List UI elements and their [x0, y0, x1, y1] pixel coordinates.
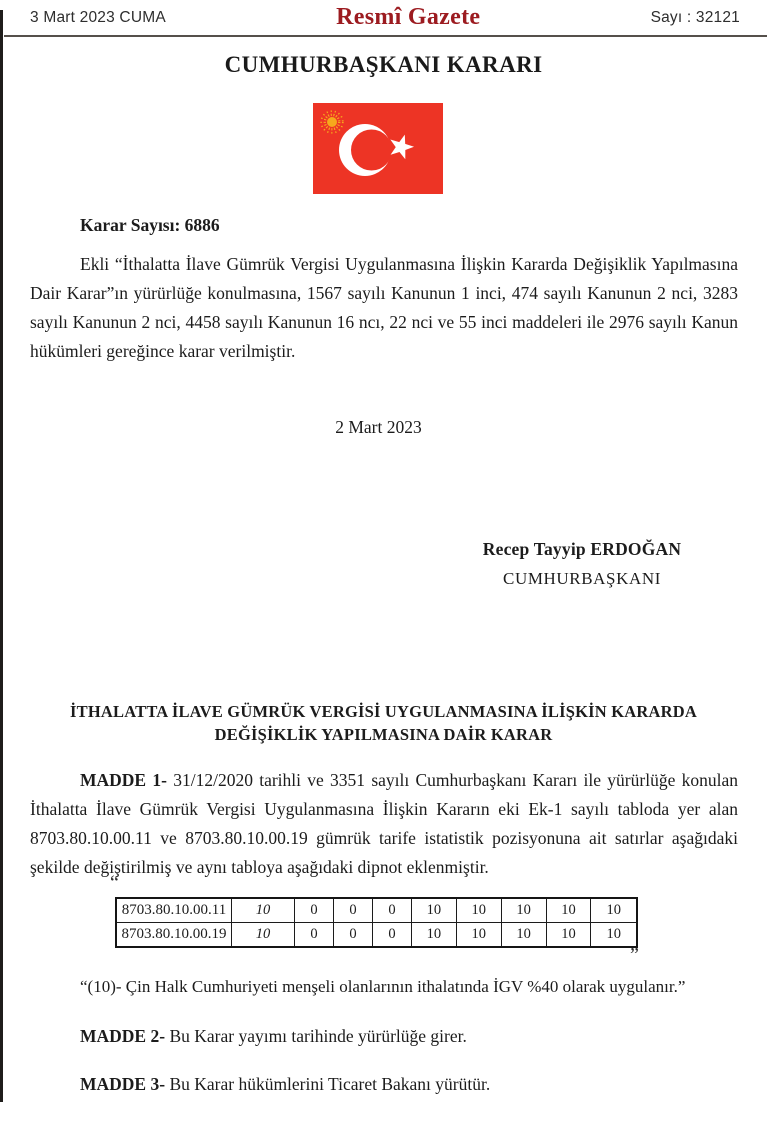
rate-cell: 10 — [232, 898, 295, 923]
gtip-code-cell: 8703.80.10.00.11 — [116, 898, 232, 923]
rate-cell: 10 — [412, 923, 457, 948]
igv-rates-table — [115, 897, 638, 948]
rate-cell: 10 — [412, 898, 457, 923]
rate-cell: 10 — [456, 923, 501, 948]
decree-body-paragraph: Ekli “İthalatta İlave Gümrük Vergisi Uygulanmasına İlişkin Kararda Değişiklik Yapılmasına Dair Karar”ın yürürlüğe konulmasına, 1567 sayılı Kanunun 1 inci, 474 sayılı Kanunun 2 nci, 3283 sayılı Kanunun 2 nci, 4458 sayılı Kanunun 16 ncı, 22 nci ve 55 inci maddeleri ile 2976 sayılı Kanun hükümleri gereğince karar verilmiştir. — [30, 254, 738, 361]
madde-3-label: MADDE 3- — [80, 1074, 166, 1094]
rate-cell: 10 — [546, 898, 591, 923]
left-margin-rule — [0, 10, 3, 1102]
madde-2-label: MADDE 2- — [80, 1026, 166, 1046]
turkish-flag-icon — [313, 103, 443, 194]
rate-cell: 10 — [456, 898, 501, 923]
annex-title-line1: İTHALATTA İLAVE GÜMRÜK VERGİSİ UYGULANMASINA İLİŞKİN KARARDA — [70, 702, 697, 721]
madde-1-paragraph — [30, 766, 738, 882]
decree-title: CUMHURBAŞKANI KARARI — [224, 52, 543, 77]
rate-cell: 10 — [501, 898, 546, 923]
annex-title-line2: DEĞİŞİKLİK YAPILMASINA DAİR KARAR — [214, 724, 553, 744]
rate-cell: 0 — [295, 923, 334, 948]
table-open-quote: “ — [110, 872, 119, 894]
rate-cell: 10 — [501, 923, 546, 948]
table-row — [116, 923, 637, 948]
gtip-code-cell: 8703.80.10.00.19 — [116, 923, 232, 948]
table-row — [116, 898, 637, 923]
annex-title — [0, 701, 767, 746]
rate-cell: 10 — [591, 923, 637, 948]
signature-title: CUMHURBAŞKANI — [503, 569, 661, 588]
rate-cell: 10 — [232, 923, 295, 948]
rate-cell: 10 — [591, 898, 637, 923]
madde-2-text: Bu Karar yayımı tarihinde yürürlüğe girer. — [165, 1026, 467, 1046]
madde-1-text: 31/12/2020 tarihli ve 3351 sayılı Cumhurbaşkanı Kararı ile yürürlüğe konulan İthalatta İlave Gümrük Vergisi Uygulanmasına İlişkin Kararın eki Ek-1 sayılı tabloda yer alan 8703.80.10.00.11 ve 8703.80.10.00.19 gümrük tarife istatistik pozisyonuna ait satırlar aşağıdaki şekilde değiştirilmiş ve aynı tabloya aşağıdaki dipnot eklenmiştir. — [30, 770, 738, 877]
signature-name: Recep Tayyip ERDOĞAN — [482, 539, 682, 559]
decree-number: Karar Sayısı: 6886 — [80, 215, 220, 235]
rate-cell: 0 — [334, 898, 373, 923]
signature-block — [467, 539, 697, 589]
gazette-issue-number: Sayı : 32121 — [650, 8, 740, 26]
madde-3-text: Bu Karar hükümlerini Ticaret Bakanı yürütür. — [165, 1074, 491, 1094]
madde-3-paragraph — [80, 1074, 720, 1095]
rate-cell: 0 — [373, 923, 412, 948]
footnote-10: “(10)- Çin Halk Cumhuriyeti menşeli olanlarının ithalatında İGV %40 olarak uygulanır.” — [80, 977, 686, 996]
gazette-title: Resmî Gazete — [336, 4, 481, 30]
rate-cell: 0 — [334, 923, 373, 948]
rate-cell: 0 — [295, 898, 334, 923]
madde-2-paragraph — [80, 1026, 720, 1047]
table-close-quote: ” — [630, 944, 639, 966]
decree-date: 2 Mart 2023 — [335, 417, 422, 437]
madde-1-label: MADDE 1- — [80, 770, 167, 790]
gazette-date: 3 Mart 2023 CUMA — [30, 8, 166, 26]
gazette-header — [4, 0, 767, 37]
rate-cell: 0 — [373, 898, 412, 923]
rate-cell: 10 — [546, 923, 591, 948]
